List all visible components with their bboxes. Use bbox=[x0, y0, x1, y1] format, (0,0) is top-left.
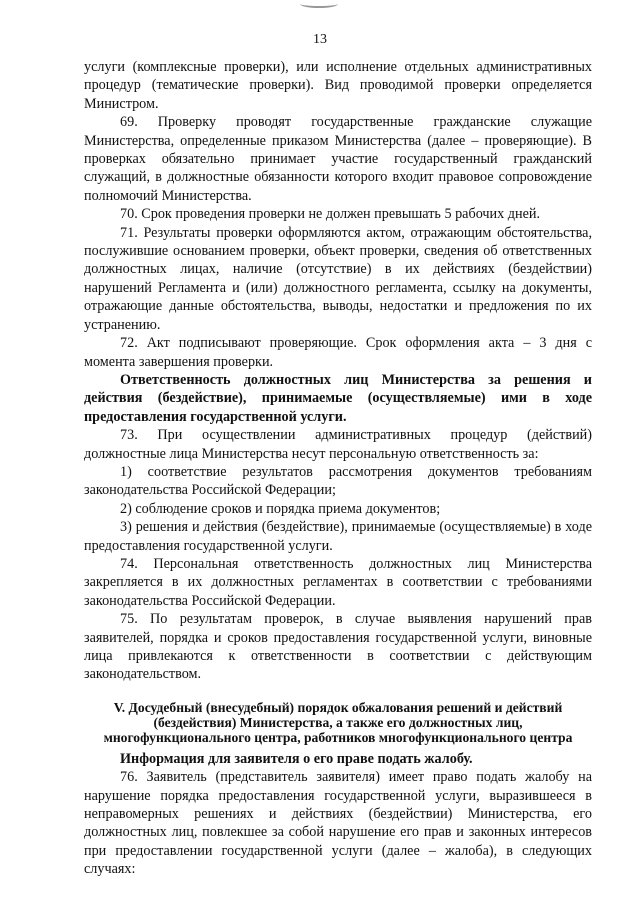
complaint-info-heading: Информация для заявителя о его праве подать жалобу. bbox=[120, 750, 473, 767]
paragraph-69: 69. Проверку проводят государственные гражданские служащие Министерства, определенные приказом Министерства (далее – проверяющие). В проверках обязательно принимает участие государственный гражданский служащий, в должностные обязанности которого входит правовое сопровождение полномочий Министерства. bbox=[84, 114, 592, 204]
paragraph-73: 73. При осуществлении административных процедур (действий) должностные лица Министерства несут персональную ответственность за: bbox=[84, 427, 592, 462]
paragraph-73-item-1: 1) соответствие результатов рассмотрения документов требованиям законодательства Российской Федерации; bbox=[84, 463, 592, 499]
paragraph-continuation: услуги (комплексные проверки), или исполнение отдельных административных процедур (тематические проверки). Вид проводимой проверки определяется Министром. bbox=[84, 59, 592, 112]
paragraph-73-item-3: 3) решения и действия (бездействие), принимаемые (осуществляемые) в ходе предоставления государственной услуги. bbox=[84, 519, 592, 554]
paragraph-75: 75. По результатам проверок, в случае выявления нарушений прав заявителей, порядка и сроков предоставления государственной услуги, виновные лица привлекаются к ответственности в соответствии с действующим законодательством. bbox=[84, 611, 592, 683]
paragraph-72: 72. Акт подписывают проверяющие. Срок оформления акта – 3 дня с момента завершения проверки. bbox=[84, 335, 592, 370]
paragraph-74: 74. Персональная ответственность должностных лиц Министерства закрепляется в их должностных регламентах в соответствии с требованиями законодательства Российской Федерации. bbox=[84, 555, 592, 609]
section-v-heading: V. Досудебный (внесудебный) порядок обжалования решений и действий (бездействия) Министерства, а также его должностных лиц, многофункционального центра, работников многофункционального центра bbox=[103, 699, 573, 745]
paragraph-71: 71. Результаты проверки оформляются актом, отражающим обстоятельства, послужившие основанием проверки, объект проверки, сведения об ответственных должностных лицах, наличие (отсутствие) в их действиях (бездействии) нарушений Регламента и (или) должностного регламента, ссылку на документы, отражающие данные обстоятельства, выводы, недостатки и предложения по их устранению. bbox=[84, 224, 592, 333]
responsibility-heading: Ответственность должностных лиц Министерства за решения и действия (бездействие), принимаемые (осуществляемые) ими в ходе предоставления государственной услуги. bbox=[84, 371, 592, 425]
paragraph-73-item-2: 2) соблюдение сроков и порядка приема документов; bbox=[120, 500, 441, 517]
document-body bbox=[84, 58, 592, 879]
page-number: 13 bbox=[313, 32, 327, 47]
paragraph-70: 70. Срок проведения проверки не должен превышать 5 рабочих дней. bbox=[120, 206, 541, 223]
scan-mark bbox=[300, 0, 338, 8]
paragraph-76: 76. Заявитель (представитель заявителя) имеет право подать жалобу на нарушение порядка предоставления государственной услуги, выразившееся в неправомерных решениях и действиях (бездействии) Министерства, его должностных лиц, повлекшее за собой нарушение его прав и законных интересов при предоставлении государственной услуги (далее – жалоба), в следующих случаях: bbox=[84, 769, 592, 878]
